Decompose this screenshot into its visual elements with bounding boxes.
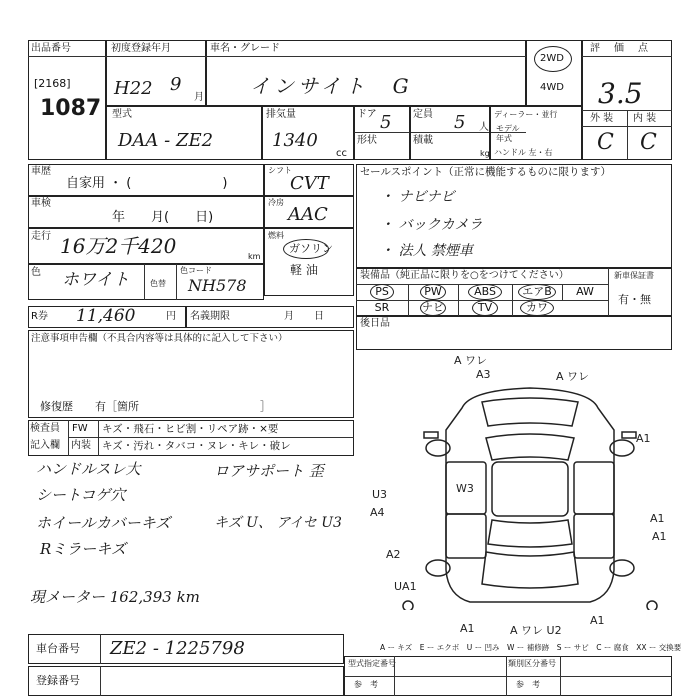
- inspector-interior: 内装: [71, 440, 91, 451]
- title-limit-value: 月 日: [284, 311, 324, 322]
- dmg-mark-3: A ワレ: [556, 370, 590, 383]
- chassis-value: ZE2 - 1225798: [110, 638, 245, 659]
- registration-label: 登録番号: [36, 674, 80, 687]
- equip-ps: PS: [375, 285, 389, 298]
- car-spare-left: [403, 601, 413, 610]
- color-sub-label: 色替: [150, 279, 166, 288]
- car-body-outline: [446, 388, 614, 602]
- new-warranty-label: 新車保証書: [614, 271, 654, 280]
- displacement-unit: cc: [336, 148, 347, 159]
- dmg-mark-1: A ワレ: [454, 354, 488, 367]
- new-warranty-value: 有・無: [618, 293, 651, 306]
- fuel-diesel: 軽 油: [290, 263, 318, 277]
- model-year-label: モデル年式: [496, 124, 520, 143]
- car-right-front-door: [574, 462, 614, 514]
- first-reg-month: 9: [170, 74, 182, 95]
- notes-label: 注意事項申告欄（不具合内容等は具体的に記入して下さい）: [31, 333, 288, 344]
- dmg-mark-7: U3: [372, 488, 388, 501]
- color-label: 色: [31, 267, 41, 278]
- chassis-label: 車台番号: [36, 642, 80, 655]
- equip-circle-airbag: [518, 284, 556, 300]
- title-limit-label: 名義期限: [190, 311, 230, 322]
- color-code: NH578: [188, 276, 247, 295]
- dmg-mark-6: A1: [652, 530, 667, 543]
- fuel-gas: ガソリン: [289, 242, 333, 255]
- mileage-value: 16万2千420: [60, 234, 177, 258]
- lot-sub: [2168]: [34, 77, 71, 90]
- drive-4wd: 4WD: [540, 82, 564, 93]
- first-reg-year: H22: [114, 78, 153, 99]
- lot-label: 出品番号: [31, 43, 71, 54]
- dmg-mark-12: A1: [460, 622, 475, 635]
- sales-label: セールスポイント（正常に機能するものに限ります）: [360, 166, 612, 178]
- model-name-label: 車名・グレード: [210, 43, 280, 54]
- drive-2wd: 2WD: [540, 53, 564, 64]
- type-label: 型式: [112, 109, 132, 120]
- dmg-mark-14: A1: [590, 614, 605, 627]
- seats-label: 定員: [413, 109, 433, 120]
- inspector-interior-text: キズ・汚れ・タバコ・ヌレ・キレ・破レ: [102, 440, 291, 452]
- inspection-label: 車検: [31, 198, 51, 209]
- dmg-mark-4: A1: [636, 432, 651, 445]
- history-value: 自家用 ・ ( ): [66, 176, 228, 191]
- cert-ref2: 参 考: [516, 680, 540, 689]
- doors-value: 5: [380, 112, 392, 133]
- equip-sr: SR: [374, 301, 390, 314]
- inspector-fw: FW: [72, 423, 88, 434]
- seats-value: 5: [454, 112, 466, 133]
- equip-navi: ナビ: [422, 301, 444, 314]
- score-ext-value: C: [597, 130, 614, 155]
- sales-item-3: ・ 法人 禁煙車: [380, 243, 473, 259]
- handwritten-note-5: 現メーター 162,393 km: [30, 588, 200, 606]
- handwritten-right-2: キズ U、 アイセ U3: [214, 515, 342, 531]
- late-items-box: [356, 316, 672, 350]
- equip-abs: ABS: [474, 285, 496, 298]
- cert-ref1: 参 考: [354, 680, 378, 689]
- dmg-mark-5: A1: [650, 512, 665, 525]
- handwritten-note-1: ハンドルスレ大: [36, 460, 141, 478]
- handwritten-note-2: シートコゲ穴: [36, 486, 126, 504]
- cert-label1: 型式指定番号: [348, 659, 396, 668]
- load-label: 積載: [413, 135, 433, 146]
- car-spare-right: [647, 601, 657, 610]
- dmg-mark-11: UA1: [394, 580, 417, 593]
- dmg-mark-9: W3: [456, 482, 474, 495]
- score-value: 3.5: [598, 77, 643, 110]
- equip-circle-kawa: [520, 300, 554, 316]
- car-rear-window: [488, 520, 572, 547]
- car-right-rear-door: [574, 514, 614, 558]
- inspection-value: 年 月( 日): [112, 210, 214, 225]
- car-diagram: [400, 370, 660, 610]
- dmg-mark-2: A3: [476, 368, 491, 381]
- shift-label: シフト: [268, 166, 292, 175]
- shift-value: CVT: [290, 173, 329, 194]
- handle-label: ハンドル 左・右: [494, 148, 553, 157]
- load-unit: kg: [480, 149, 490, 158]
- ac-label: 冷房: [268, 198, 284, 207]
- handwritten-note-4: Rミラーキズ: [40, 540, 126, 558]
- equip-aw: AW: [576, 285, 594, 298]
- displacement-value: 1340: [272, 130, 318, 151]
- sales-item-2: ・ バックカメラ: [380, 217, 483, 233]
- score-int-value: C: [640, 130, 657, 155]
- equip-kawa: カワ: [526, 301, 548, 314]
- car-left-mirror: [424, 432, 438, 438]
- score-ext-label: 外 装: [590, 113, 614, 124]
- sales-item-1: ・ ナビナビ: [380, 189, 455, 205]
- fuel-label: 燃料: [268, 231, 284, 240]
- notes-repair: 修復歴 有［箇所 ］: [40, 400, 271, 413]
- score-int-label: 内 装: [633, 113, 657, 124]
- late-items-label: 後日品: [360, 318, 390, 329]
- equip-tv: TV: [477, 301, 493, 314]
- car-windshield: [486, 434, 574, 460]
- seats-unit: 人: [479, 122, 489, 133]
- equip-airbag: エアB: [522, 285, 552, 298]
- inspector-label1: 検査員: [30, 423, 60, 434]
- car-left-rear-door: [446, 514, 486, 558]
- car-right-mirror: [622, 432, 636, 438]
- shape-label: 形状: [357, 135, 377, 146]
- first-reg-month-suffix: 月: [194, 92, 204, 103]
- score-label: 評 価 点: [590, 43, 650, 54]
- car-hood: [482, 398, 578, 426]
- legend: A ー キズ E ー エクボ U ー 凹み W ー 補修跡 S ー サビ C ー 腐食 XX ー 交換要: [380, 643, 682, 652]
- dealer-label: ディーラー・並行: [494, 110, 558, 119]
- equip-circle-navi: [420, 300, 446, 316]
- recycle-value: 11,460: [76, 306, 136, 326]
- recycle-unit: 円: [166, 311, 176, 322]
- color-value: ホワイト: [62, 270, 130, 290]
- inspector-label2: 記入欄: [30, 440, 60, 451]
- lot-number: 1087: [40, 96, 102, 121]
- equip-circle-pw: [420, 284, 446, 300]
- displacement-label: 排気量: [266, 109, 296, 120]
- equip-pw: PW: [424, 285, 442, 298]
- car-roof: [492, 462, 568, 516]
- doors-label: ドア: [357, 109, 377, 120]
- model-name-value: インサイト G: [250, 74, 413, 98]
- mileage-unit: km: [248, 252, 261, 261]
- first-reg-label: 初度登録年月: [111, 43, 171, 54]
- cert-label2: 類別区分番号: [508, 659, 556, 668]
- equip-circle-abs: [468, 284, 502, 300]
- equip-circle-ps: [370, 284, 394, 300]
- car-trunk: [482, 552, 578, 588]
- type-value: DAA - ZE2: [118, 130, 214, 151]
- inspector-fw-text: キズ・飛石・ヒビ割・リペア跡・×要: [102, 423, 279, 435]
- equip-circle-tv: [472, 300, 498, 316]
- dmg-mark-13: A ワレ U2: [510, 624, 562, 637]
- ac-value: AAC: [288, 204, 328, 225]
- equipment-label: 装備品（純正品に限りを○をつけてください）: [360, 270, 569, 281]
- color-code-label: 色コード: [180, 266, 212, 275]
- recycle-label: R券: [31, 311, 48, 322]
- handwritten-note-3: ホイールカバーキズ: [36, 514, 171, 532]
- handwritten-right-1: ロアサポート 歪: [214, 462, 324, 480]
- dmg-mark-10: A2: [386, 548, 401, 561]
- dmg-mark-8: A4: [370, 506, 385, 519]
- history-label: 車歴: [31, 166, 51, 177]
- mileage-label: 走行: [31, 231, 51, 242]
